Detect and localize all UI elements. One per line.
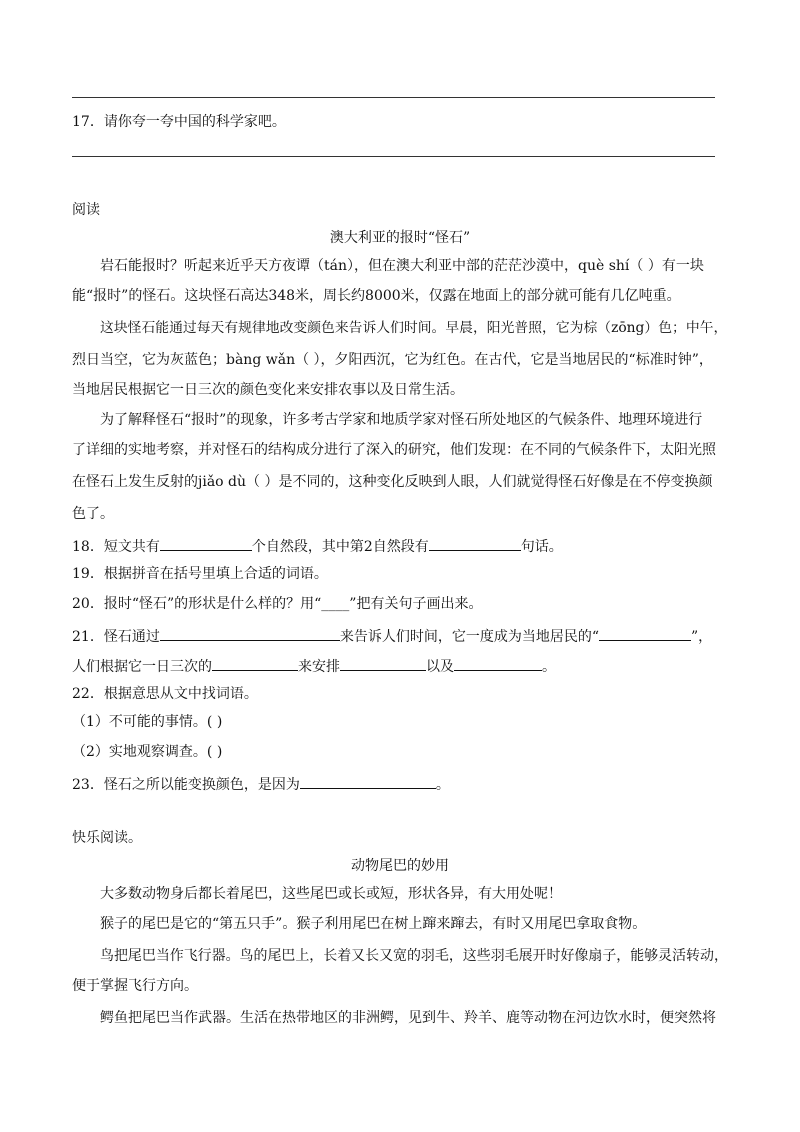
answer-line <box>72 156 715 157</box>
question-21: 21．怪石通过 来告诉人们时间，它一度成为当地居民的“ ”， <box>72 624 712 647</box>
passage-line: 猴子的尾巴是它的“第五只手”。猴子利用尾巴在树上蹿来蹿去，有时又用尾巴拿取食物。 <box>100 916 647 932</box>
question-19: 19．根据拼音在括号里填上合适的词语。 <box>72 566 328 582</box>
answer-blank[interactable] <box>429 534 521 551</box>
answer-blank[interactable] <box>300 772 436 789</box>
question-23: 23．怪石之所以能变换颜色，是因为 。 <box>72 772 450 795</box>
question-20: 20．报时“怪石”的形状是什么样的？用“____”把有关句子画出来。 <box>72 596 483 612</box>
answer-blank[interactable] <box>599 624 691 641</box>
answer-blank[interactable] <box>340 654 426 671</box>
question-22-item-2: （2）实地观察调查。( ) <box>72 744 223 760</box>
passage-line: 便于掌握飞行方向。 <box>72 978 198 994</box>
passage-line: 鸟把尾巴当作飞行器。鸟的尾巴上，长着又长又宽的羽毛，这些羽毛展开时好像扇子，能够灵活转动， <box>100 948 728 964</box>
passage-line: 当地居民根据它一日三次的颜色变化来安排农事以及日常生活。 <box>72 382 464 398</box>
question-21-continued: 人们根据它一日三次的 来安排 以及 。 <box>72 654 556 677</box>
passage-line: 了详细的实地考察，并对怪石的结构成分进行了深入的研究，他们发现：在不同的气候条件下，太阳光照 <box>72 442 716 458</box>
passage-line: 这块怪石能通过每天有规律地改变颜色来告诉人们时间。早晨，阳光普照，它为棕（zōng）色；中午， <box>100 320 728 336</box>
passage-line: 烈日当空，它为灰蓝色；bàng wǎn（ ），夕阳西沉，它为红色。在古代，它是当地居民的“标准时钟”， <box>72 352 713 368</box>
section-heading-reading: 阅读 <box>72 202 100 218</box>
passage-line: 色了。 <box>72 506 114 522</box>
passage-line: 在怪石上发生反射的jiǎo dù（ ）是不同的，这种变化反映到人眼，人们就觉得怪石好像是在不停变换颜 <box>72 474 713 490</box>
passage-title-tails: 动物尾巴的妙用 <box>351 858 449 874</box>
passage-line: 岩石能报时？听起来近乎天方夜谭（tán），但在澳大利亚中部的茫茫沙漠中，què shí（ ）有一块 <box>100 258 704 274</box>
question-18: 18．短文共有 个自然段，其中第2自然段有 句话。 <box>72 534 563 557</box>
question-22: 22．根据意思从文中找词语。 <box>72 686 258 702</box>
section-heading-happy-reading: 快乐阅读。 <box>72 830 142 846</box>
question-22-item-1: （1）不可能的事情。( ) <box>72 714 223 730</box>
passage-line: 为了解释怪石“报时”的现象，许多考古学家和地质学家对怪石所处地区的气候条件、地理环境进行 <box>100 412 703 428</box>
passage-line: 鳄鱼把尾巴当作武器。生活在热带地区的非洲鳄，见到牛、羚羊、鹿等动物在河边饮水时，便突然将 <box>100 1010 716 1026</box>
answer-blank[interactable] <box>212 654 298 671</box>
answer-blank[interactable] <box>160 624 340 641</box>
answer-line <box>72 97 715 98</box>
answer-blank[interactable] <box>160 534 252 551</box>
passage-line: 能“报时”的怪石。这块怪石高达348米，周长约8000米，仅露在地面上的部分就可能有几亿吨重。 <box>72 288 681 304</box>
passage-line: 大多数动物身后都长着尾巴，这些尾巴或长或短，形状各异，有大用处呢！ <box>100 886 562 902</box>
question-17: 17．请你夸一夸中国的科学家吧。 <box>72 114 286 130</box>
answer-blank[interactable] <box>454 654 542 671</box>
passage-title-rock: 澳大利亚的报时“怪石” <box>329 230 471 246</box>
